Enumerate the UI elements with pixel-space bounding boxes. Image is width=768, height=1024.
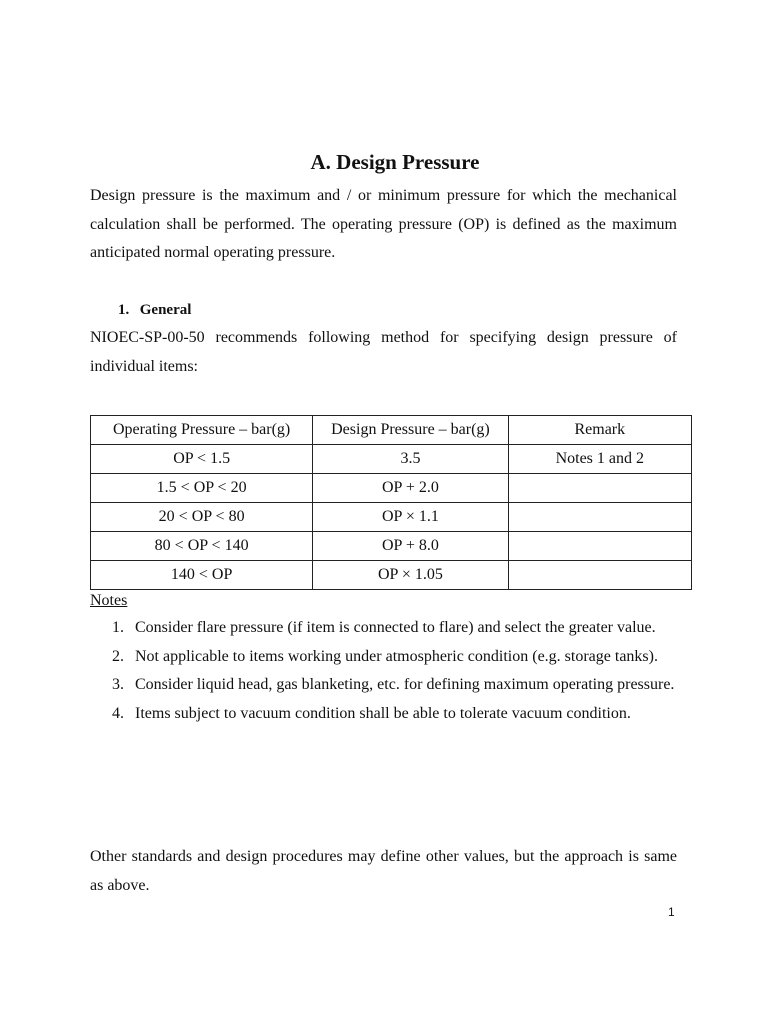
intro-paragraph: Design pressure is the maximum and / or minimum pressure for which the mechanical calculation shall be performed. The operating pressure (OP) is defined as the maximum anticipated normal operating pressure. — [90, 187, 677, 261]
section-heading — [118, 298, 191, 322]
page-number: 1 — [668, 905, 675, 919]
table-cell: OP + 2.0 — [313, 474, 508, 503]
table-header-row — [91, 416, 692, 445]
note-text: Consider liquid head, gas blanketing, etc. for defining maximum operating pressure. — [135, 676, 675, 693]
note-marker: 4. — [112, 704, 124, 722]
table-cell — [508, 561, 691, 590]
table-cell: OP + 8.0 — [313, 532, 508, 561]
design-pressure-table — [90, 415, 692, 590]
table-cell: Notes 1 and 2 — [508, 445, 691, 474]
table-row — [91, 474, 692, 503]
note-marker: 3. — [112, 676, 124, 693]
section-heading-text: General — [139, 302, 192, 318]
table-cell: OP × 1.1 — [313, 503, 508, 532]
page-title: A. Design Pressure — [310, 150, 480, 174]
notes-list — [90, 614, 677, 728]
table-cell: OP × 1.05 — [313, 561, 508, 590]
note-item — [90, 643, 677, 672]
table-row — [91, 445, 692, 474]
table-header-cell: Design Pressure – bar(g) — [313, 416, 508, 445]
table-cell: 80 < OP < 140 — [91, 532, 313, 561]
table-cell: OP < 1.5 — [91, 445, 313, 474]
note-text: Items subject to vacuum condition shall be able to tolerate vacuum condition. — [135, 704, 631, 722]
table-cell: 20 < OP < 80 — [91, 503, 313, 532]
section-number: 1. — [118, 302, 130, 318]
table-cell: 1.5 < OP < 20 — [91, 474, 313, 503]
note-item — [90, 614, 677, 643]
note-item — [90, 671, 677, 700]
closing-paragraph: Other standards and design procedures may define other values, but the approach is same as above. — [90, 848, 677, 894]
note-text: Not applicable to items working under atmospheric condition (e.g. storage tanks). — [135, 647, 658, 665]
table-row — [91, 561, 692, 590]
notes-label: Notes — [90, 592, 128, 609]
table-cell: 140 < OP — [91, 561, 313, 590]
general-paragraph: NIOEC-SP-00-50 recommends following method for specifying design pressure of individual items: — [90, 329, 677, 375]
table-cell — [508, 532, 691, 561]
table-header-cell: Operating Pressure – bar(g) — [91, 416, 313, 445]
table-cell: 3.5 — [313, 445, 508, 474]
table-row — [91, 532, 692, 561]
note-text: Consider flare pressure (if item is connected to flare) and select the greater value. — [135, 619, 656, 636]
note-item — [90, 700, 677, 729]
note-marker: 1. — [112, 619, 124, 636]
table-row — [91, 503, 692, 532]
note-marker: 2. — [112, 647, 124, 665]
table-header-cell: Remark — [508, 416, 691, 445]
table-cell — [508, 474, 691, 503]
table-cell — [508, 503, 691, 532]
